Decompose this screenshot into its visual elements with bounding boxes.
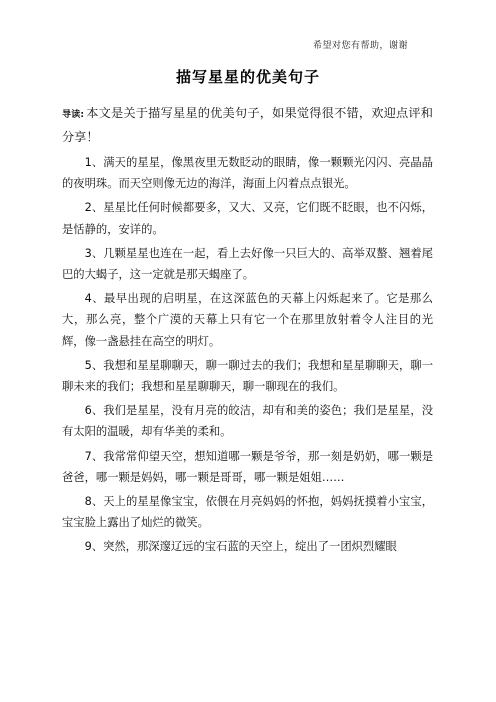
paragraph-3: 3、几颗星星也连在一起，看上去好像一只巨大的、高举双螯、翘着尾巴的大蝎子，这一定就是那天蝎座了。 [62,246,433,282]
intro-label: 导读: [62,110,85,120]
document-body [62,102,433,561]
paragraph-1: 1、满天的星星，像黑夜里无数眨动的眼睛，像一颗颗光闪闪、亮晶晶的夜明珠。而天空则像无边的海洋，海面上闪着点点银光。 [62,156,433,191]
paragraph-2: 2、星星比任何时候都要多，又大、又亮，它们既不眨眼，也不闪烁，是恬静的，安详的。 [62,201,433,236]
header-note: 希望对您有帮助，谢谢 [312,41,408,51]
paragraph-9: 9、突然，那深邃辽远的宝石蓝的天空上，绽出了一团炽烈耀眼 [84,540,397,554]
paragraph-7: 7、我常常仰望天空，想知道哪一颗是爷爷，那一刻是奶奶，哪一颗是爸爸，哪一颗是妈妈，哪一颗是哥哥，哪一颗是姐姐…… [62,449,433,484]
intro-paragraph [62,102,433,148]
paragraph-4: 4、最早出现的启明星，在这深蓝色的天幕上闪烁起来了。它是那么大，那么亮，整个广漠的天幕上只有它一个在那里放射着令人注目的光辉，像一盏悬挂在高空的明灯。 [62,292,433,348]
document-title: 描写星星的优美句子 [175,68,320,86]
paragraph-6: 6、我们是星星，没有月亮的皎洁，却有和美的姿色；我们是星星，没有太阳的温暖，却有华美的柔和。 [62,404,433,439]
paragraph-5: 5、我想和星星聊聊天，聊一聊过去的我们；我想和星星聊聊天，聊一聊未来的我们；我想和星星聊聊天，聊一聊现在的我们。 [62,358,433,394]
paragraph-8: 8、天上的星星像宝宝，依偎在月亮妈妈的怀抱，妈妈抚摸着小宝宝，宝宝脸上露出了灿烂的微笑。 [62,495,433,530]
intro-text: 本文是关于描写星星的优美句子，如果觉得很不错，欢迎点评和分享！ [62,106,433,144]
